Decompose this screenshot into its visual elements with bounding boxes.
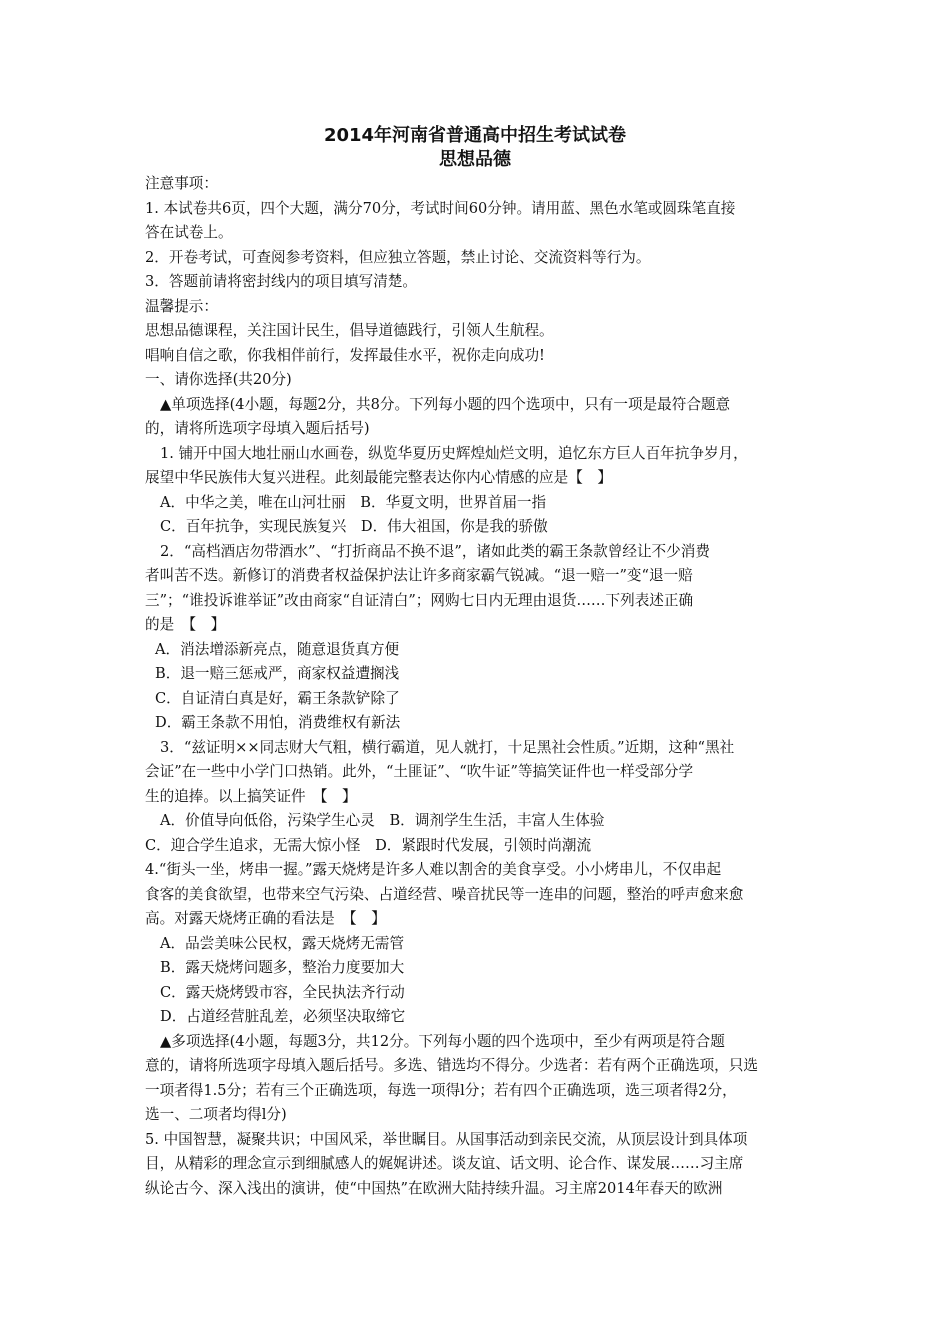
multi-choice-instructions-cont-3: 选一、二项者均得l分) — [145, 1106, 287, 1123]
notes-item-1-cont: 答在试卷上。 — [145, 224, 233, 241]
question-4-text-cont-2: 高。对露天烧烤正确的看法是 【 】 — [145, 910, 386, 927]
question-2-option-a: A．消法增添新亮点，随意退货真方便 — [155, 640, 400, 658]
notes-item-3: 3．答题前请将密封线内的项目填写清楚。 — [145, 273, 417, 290]
question-1-options-ab: A．中华之美，唯在山河壮丽 B．华夏文明，世界首届一指 — [160, 493, 547, 511]
notes-heading: 注意事项： — [145, 175, 218, 192]
section-1-heading: 一、请你选择(共20分) — [145, 371, 292, 388]
question-4-option-a: A．品尝美味公民权，露天烧烤无需管 — [160, 934, 405, 952]
question-4-text-cont-1: 食客的美食欲望，也带来空气污染、占道经营、噪音扰民等一连串的问题，整治的呼声愈来愈 — [145, 885, 744, 903]
multi-choice-instructions: ▲多项选择(4小题，每题3分，共12分。下列每小题的四个选项中，至少有两项是符合题 — [160, 1032, 725, 1050]
page-subtitle: 思想品德 — [439, 149, 511, 170]
question-3-options-cd: C．迎合学生追求，无需大惊小怪 D．紧跟时代发展，引领时尚潮流 — [145, 836, 592, 854]
notes-item-2: 2．开卷考试，可查阅参考资料，但应独立答题，禁止讨论、交流资料等行为。 — [145, 248, 651, 266]
multi-choice-instructions-cont-1: 意的，请将所选项字母填入题后括号。多选、错选均不得分。少选者：若有两个正确选项，只选 — [145, 1057, 758, 1074]
question-2-text-cont-3: 的是 【 】 — [145, 616, 226, 633]
question-4-option-b: B．露天烧烤问题多，整治力度要加大 — [160, 959, 405, 976]
question-1-text-cont: 展望中华民族伟大复兴进程。此刻最能完整表达你内心情感的应是【 】 — [145, 469, 613, 486]
question-2-text: 2．“高档酒店勿带酒水”、“打折商品不换不退”，诸如此类的霸王条款曾经让不少消费 — [160, 542, 710, 560]
single-choice-instructions-cont: 的，请将所选项字母填入题后括号) — [145, 420, 370, 437]
question-2-option-d: D．霸王条款不用怕，消费维权有新法 — [155, 714, 401, 731]
question-4-text: 4.“街头一坐，烤串一握。”露天烧烤是许多人难以割舍的美食享受。小小烤串儿，不仅串起 — [145, 861, 722, 878]
tips-line-1: 思想品德课程，关注国计民生，倡导道德践行，引领人生航程。 — [145, 322, 554, 339]
question-2-option-c: C．自证清白真是好，霸王条款铲除了 — [155, 689, 400, 707]
question-3-text-cont-1: 会证”在一些中小学门口热销。此外，“土匪证”、“吹牛证”等搞笑证件也一样受部分学 — [145, 763, 694, 780]
question-3-text-cont-2: 生的追捧。以上搞笑证件 【 】 — [145, 787, 357, 805]
question-2-text-cont-2: 三”；“谁投诉谁举证”改由商家“自证清白”；网购七日内无理由退货……下列表述正确 — [145, 591, 694, 609]
question-3-options-ab: A．价值导向低俗，污染学生心灵 B．调剂学生生活，丰富人生体验 — [160, 812, 605, 829]
tips-line-2: 唱响自信之歌，你我相伴前行，发挥最佳水平，祝你走向成功! — [145, 346, 545, 364]
question-2-text-cont-1: 者叫苦不迭。新修订的消费者权益保护法让许多商家霸气锐减。“退一赔一”变“退一赔 — [145, 567, 693, 584]
question-1-text: 1. 铺开中国大地壮丽山水画卷，纵览华夏历史辉煌灿烂文明，追忆东方巨人百年抗争岁月， — [160, 444, 748, 462]
question-5-text-cont-1: 目，从精彩的理念宣示到细腻感人的娓娓讲述。谈友谊、话文明、论合作、谋发展……习主席 — [145, 1155, 744, 1172]
notes-item-1: 1. 本试卷共6页，四个大题，满分70分，考试时间60分钟。请用蓝、黑色水笔或圆珠笔直接 — [145, 199, 736, 217]
question-5-text: 5. 中国智慧，凝聚共识；中国风采，举世瞩目。从国事活动到亲民交流，从顶层设计到具体项 — [145, 1130, 748, 1148]
multi-choice-instructions-cont-2: 一项者得1.5分；若有三个正确选项，每选一项得l分；若有四个正确选项，选三项者得2分， — [145, 1081, 737, 1099]
question-4-option-d: D．占道经营脏乱差，必须坚决取缔它 — [160, 1008, 406, 1025]
exam-body — [145, 172, 810, 1201]
tips-heading: 温馨提示： — [145, 297, 218, 315]
question-5-text-cont-2: 纵论古今、深入浅出的演讲，使“中国热”在欧洲大陆持续升温。习主席2014年春天的欧洲 — [145, 1179, 723, 1197]
page-title: 2014年河南省普通高中招生考试试卷 — [323, 125, 627, 146]
question-1-options-cd: C．百年抗争，实现民族复兴 D．伟大祖国，你是我的骄傲 — [160, 518, 548, 535]
question-4-option-c: C．露天烧烤毁市容，全民执法齐行动 — [160, 983, 405, 1001]
question-3-text: 3．“兹证明××同志财大气粗，横行霸道，见人就打，十足黑社会性质。”近期，这种“黑社 — [160, 738, 735, 756]
single-choice-instructions: ▲单项选择(4小题，每题2分，共8分。下列每小题的四个选项中，只有一项是最符合题意 — [160, 395, 731, 413]
question-2-option-b: B．退一赔三惩戒严，商家权益遭搁浅 — [155, 665, 400, 682]
